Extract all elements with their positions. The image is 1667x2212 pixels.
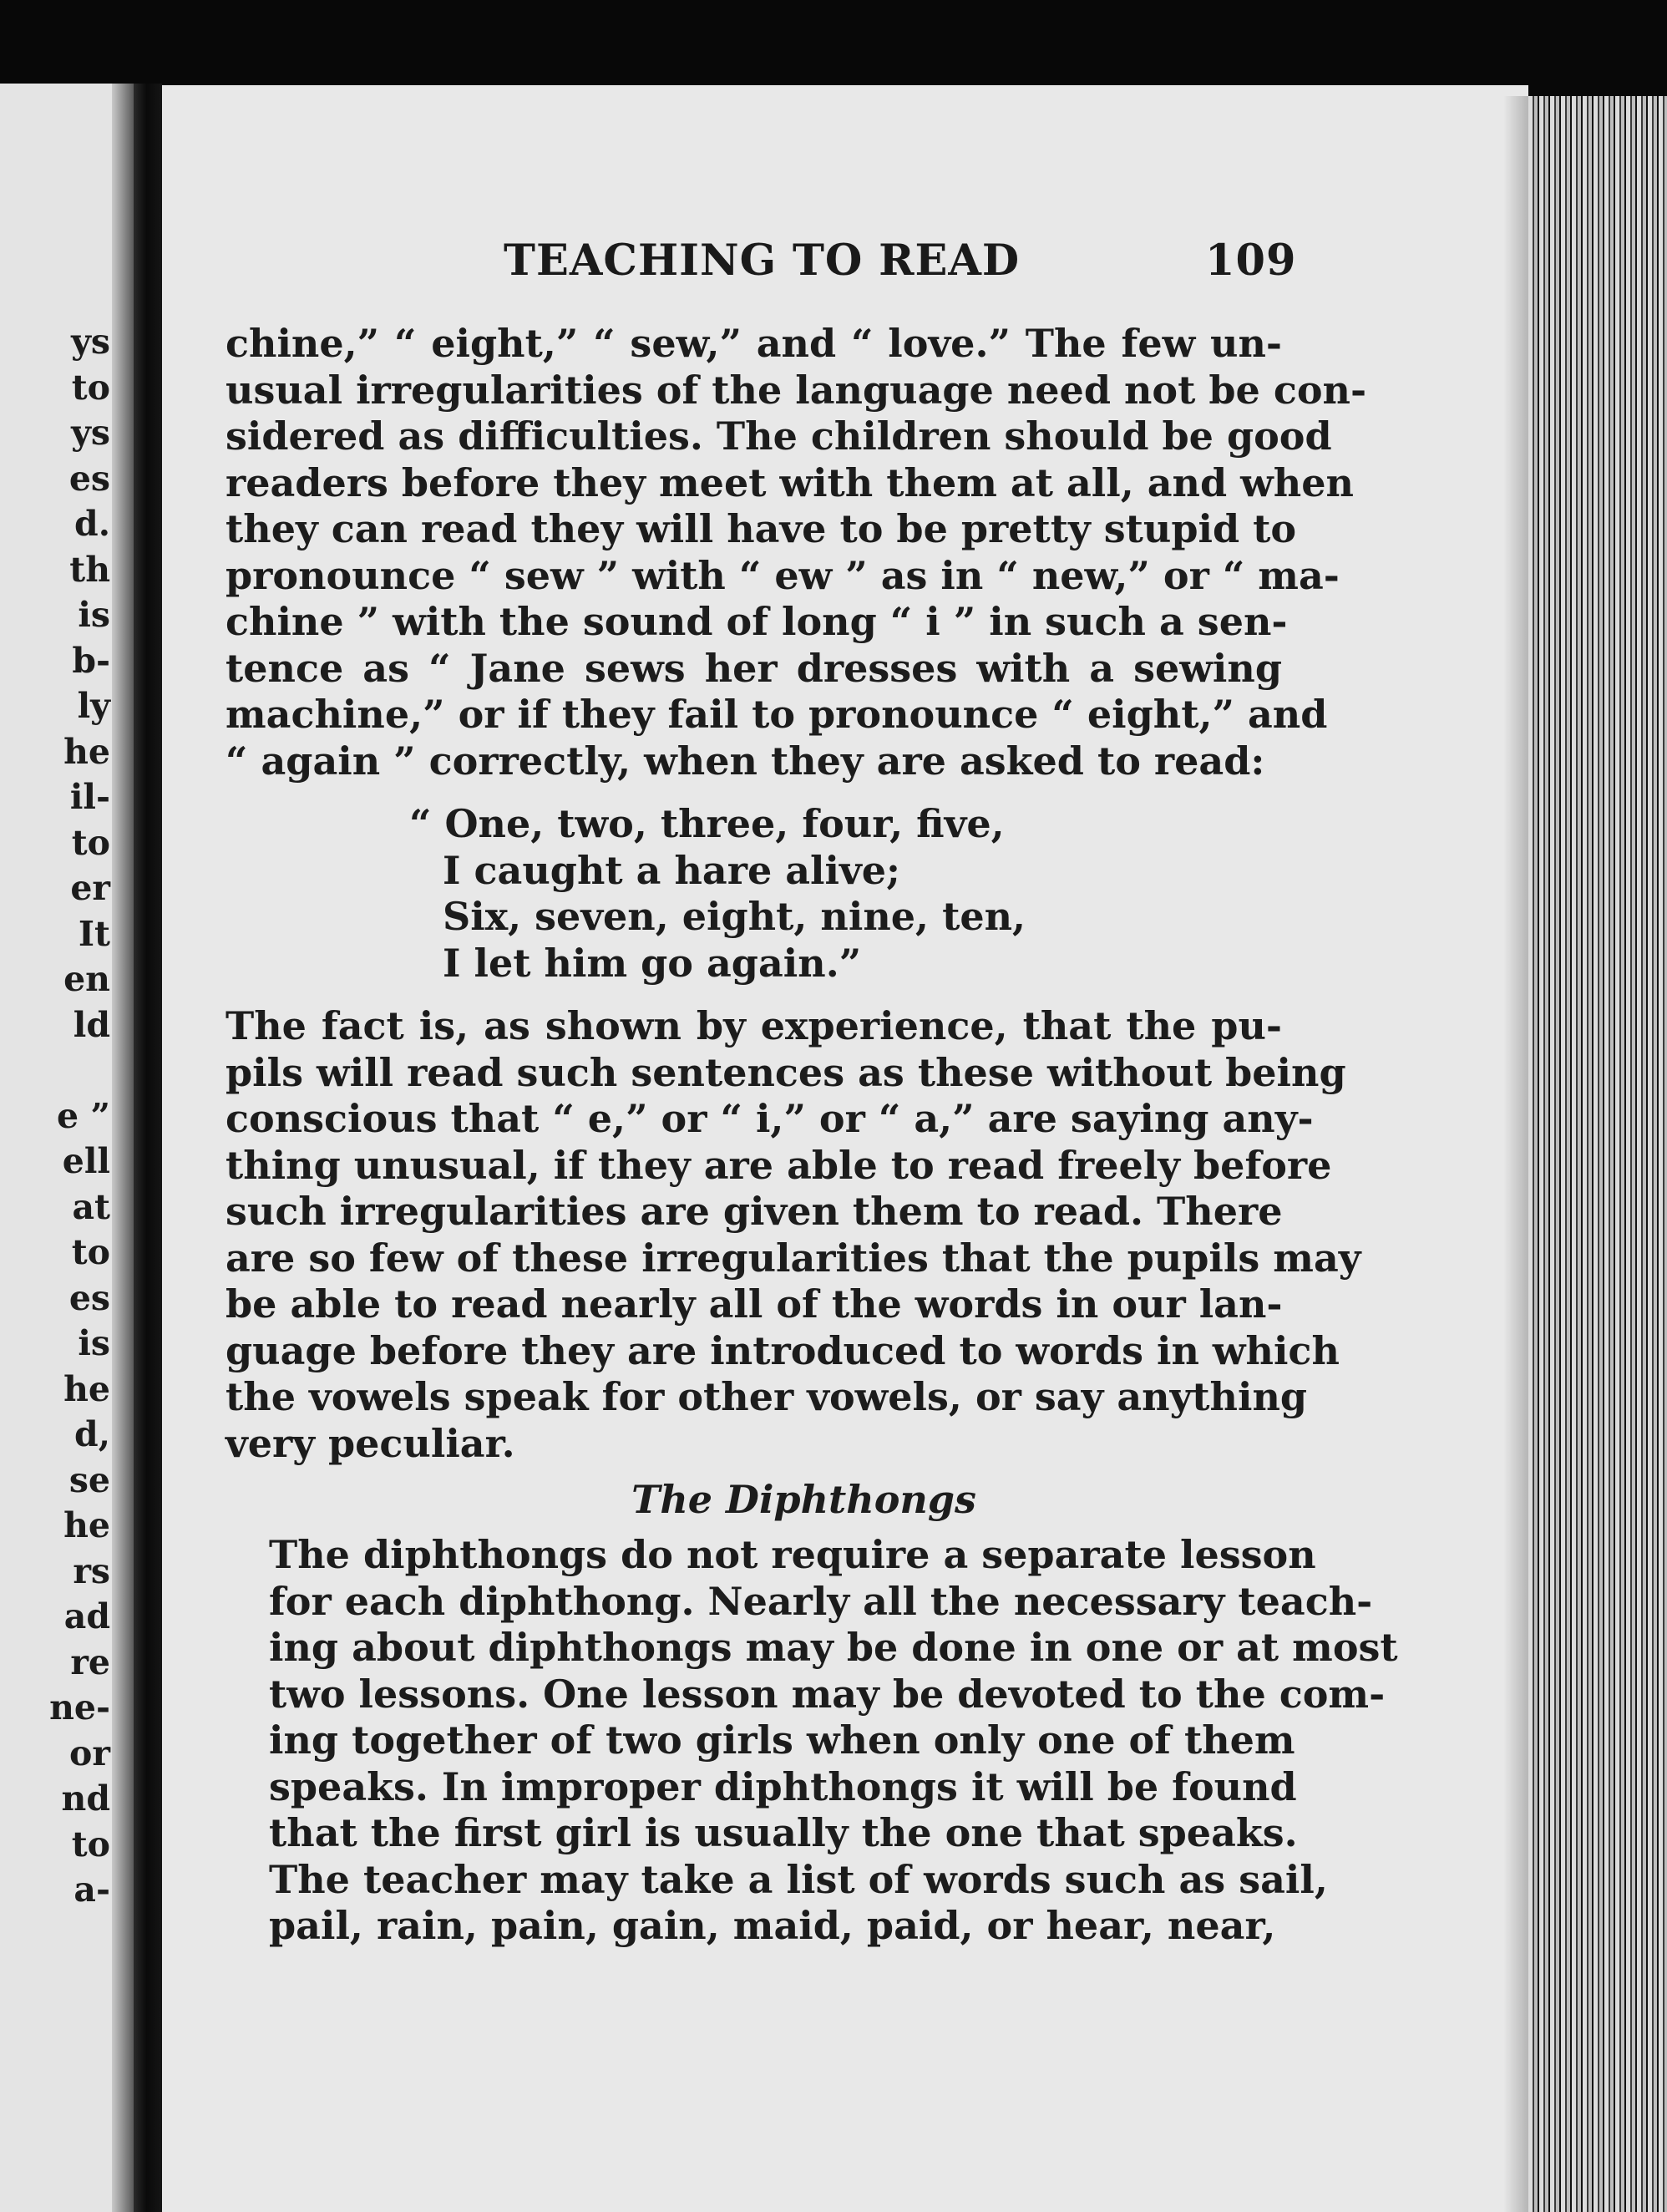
previous-page-fragment: ad xyxy=(63,1596,110,1636)
text-line: “ again ” correctly, when they are asked to read: xyxy=(225,738,1265,784)
previous-page-fragment: ld xyxy=(73,1004,110,1045)
text-line: such irregularities are given them to read. There xyxy=(225,1189,1283,1234)
page-body xyxy=(225,321,1398,1950)
verse-line: I let him go again.” xyxy=(443,940,862,986)
previous-page-fragment: he xyxy=(63,731,110,772)
text-line: ing about diphthongs may be done in one or at most xyxy=(269,1625,1398,1670)
previous-page-fragment: b- xyxy=(72,640,110,681)
verse-line: “ One, two, three, four, five, xyxy=(409,801,1005,846)
book-spine xyxy=(134,84,162,2212)
verse-line: I caught a hare alive; xyxy=(443,847,900,893)
text-line: ing together of two girls when only one of them xyxy=(269,1717,1295,1763)
page-number: 109 xyxy=(1205,236,1297,286)
running-head-title: TEACHING TO READ xyxy=(504,236,1021,286)
previous-page-fragment: to xyxy=(71,1824,110,1864)
text-line: chine,” “ eight,” “ sew,” and “ love.” The few un- xyxy=(225,321,1282,366)
previous-page-fragment: er xyxy=(70,868,110,908)
text-line: conscious that “ e,” or “ i,” or “ a,” are saying any- xyxy=(225,1096,1314,1141)
previous-page-fragment: he xyxy=(63,1368,110,1409)
text-line: very peculiar. xyxy=(225,1420,515,1466)
gutter-shadow xyxy=(112,84,134,2212)
previous-page-fragment xyxy=(0,1048,110,1093)
previous-page-fragment: re xyxy=(70,1641,110,1682)
previous-page-text-fragments xyxy=(0,319,110,1913)
previous-page-fragment: d, xyxy=(74,1414,110,1454)
text-line: The teacher may take a list of words such as sail, xyxy=(269,1856,1328,1902)
previous-page-fragment: he xyxy=(63,1505,110,1545)
text-line: pronounce “ sew ” with “ ew ” as in “ new,” or “ ma- xyxy=(225,552,1340,598)
verse-quotation xyxy=(225,801,1282,987)
text-line: be able to read nearly all of the words in our lan- xyxy=(225,1281,1283,1327)
text-line: sidered as difficulties. The children should be good xyxy=(225,413,1332,459)
previous-page-fragment: th xyxy=(69,549,110,590)
previous-page-fragment: ys xyxy=(71,413,110,453)
previous-page-fragment: ne- xyxy=(49,1687,110,1727)
previous-page-fragment: to xyxy=(71,1232,110,1272)
previous-page-fragment: is xyxy=(78,595,110,635)
text-line: pail, rain, pain, gain, maid, paid, or hear, near, xyxy=(269,1903,1276,1948)
text-line: pils will read such sentences as these without being xyxy=(225,1049,1346,1095)
previous-page-fragment: to xyxy=(71,822,110,863)
text-line: that the first girl is usually the one that speaks. xyxy=(269,1810,1298,1855)
previous-page-fragment: es xyxy=(68,1277,110,1318)
previous-page-fragment: It xyxy=(78,913,110,954)
text-line: speaks. In improper diphthongs it will be found xyxy=(269,1763,1297,1809)
text-line: usual irregularities of the language need not be con- xyxy=(225,367,1367,413)
previous-page-fragment: il- xyxy=(69,777,110,817)
previous-page-fragment: a- xyxy=(73,1870,110,1910)
text-line: The diphthongs do not require a separate lesson xyxy=(269,1532,1316,1577)
previous-page-fragment: en xyxy=(63,959,110,999)
previous-page-fragment: to xyxy=(71,367,110,408)
text-line: two lessons. One lesson may be devoted to the com- xyxy=(269,1671,1386,1717)
text-line: tence as “ Jane sews her dresses with a sewing xyxy=(225,645,1282,691)
previous-page-fragment: e ” xyxy=(57,1095,110,1136)
previous-page-fragment: or xyxy=(69,1733,110,1773)
previous-page-fragment: ell xyxy=(62,1141,110,1181)
verse-line: Six, seven, eight, nine, ten, xyxy=(443,894,1026,939)
text-line: thing unusual, if they are able to read freely before xyxy=(225,1142,1332,1188)
previous-page-fragment: rs xyxy=(73,1550,110,1591)
previous-page-fragment: at xyxy=(72,1186,110,1227)
text-line: the vowels speak for other vowels, or say anything xyxy=(225,1374,1308,1419)
text-line: guage before they are introduced to words in which xyxy=(225,1327,1340,1373)
previous-page-fragment: d. xyxy=(74,504,110,544)
paragraph-1 xyxy=(225,321,1367,784)
text-line: they can read they will have to be pretty stupid to xyxy=(225,506,1297,551)
text-line: The fact is, as shown by experience, that the pu- xyxy=(225,1003,1282,1048)
paragraph-3 xyxy=(225,1532,1398,1950)
text-line: chine ” with the sound of long “ i ” in such a sen- xyxy=(225,599,1288,644)
text-line: machine,” or if they fail to pronounce “ eight,” and xyxy=(225,692,1328,737)
stacked-page-edges xyxy=(1528,96,1667,2212)
previous-page-fragment: se xyxy=(68,1459,110,1500)
scanner-background xyxy=(0,0,1667,96)
paragraph-2 xyxy=(225,1003,1361,1467)
previous-page-fragment: es xyxy=(68,458,110,499)
previous-page-fragment: is xyxy=(78,1323,110,1363)
page-edge-shadow xyxy=(1503,96,1532,2212)
text-line: readers before they meet with them at all, and when xyxy=(225,459,1354,505)
previous-page-fragment: nd xyxy=(61,1778,110,1819)
text-line: for each diphthong. Nearly all the necessary teach- xyxy=(269,1578,1373,1624)
section-subheading: The Diphthongs xyxy=(631,1477,976,1522)
previous-page-edge xyxy=(0,84,134,2212)
text-line: are so few of these irregularities that the pupils may xyxy=(225,1235,1361,1281)
previous-page-fragment: ly xyxy=(77,686,110,726)
previous-page-fragment: ys xyxy=(71,322,110,362)
